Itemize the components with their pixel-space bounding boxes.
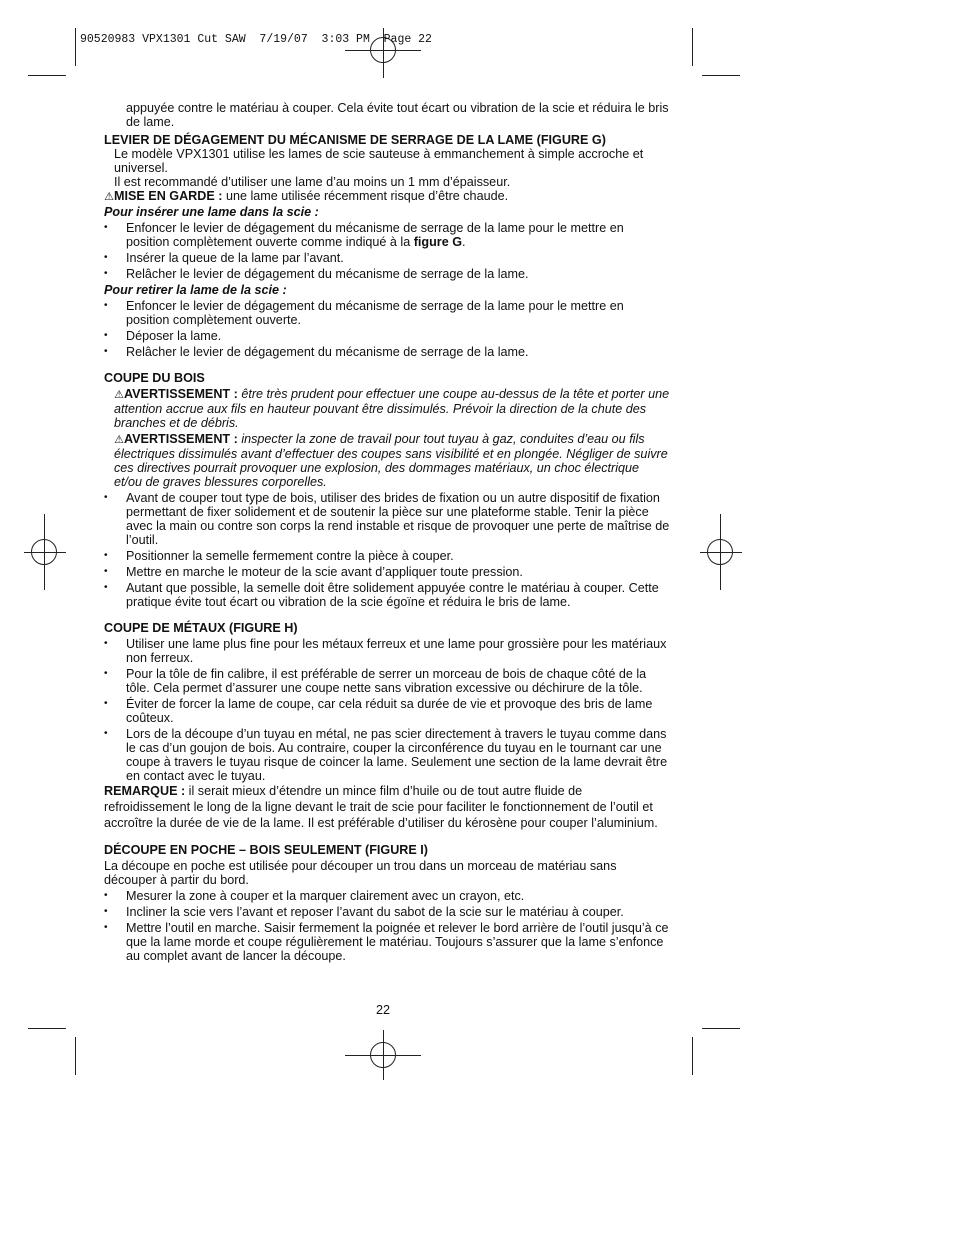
warning-overhead-cutting: ⚠AVERTISSEMENT : être très prudent pour effectuer une coupe au-dessus de la tête et porter une attention accrue aux fils en hauteur pouvant être dissimulés. Prévoir la direction de la chute des branches et de débris. <box>114 387 670 430</box>
list-item: • Enfoncer le levier de dégagement du mécanisme de serrage de la lame pour le mettre en position complètement ouverte. <box>104 299 670 327</box>
heading-wood-cutting: COUPE DU BOIS <box>104 371 205 385</box>
page-content <box>104 101 670 963</box>
list-item: • Positionner la semelle fermement contre la pièce à couper. <box>104 549 670 563</box>
list-item: • Autant que possible, la semelle doit être solidement appuyée contre le matériau à couper. Cette pratique évite tout écart ou vibration de la scie égoïne et réduira le bris de lame. <box>104 581 670 609</box>
crop-mark-bottom-right-h <box>702 1028 740 1029</box>
subheading-remove-blade: Pour retirer la lame de la scie : <box>104 283 287 297</box>
crop-mark-bottom-right-v <box>692 1037 693 1075</box>
crop-mark-top-left-v <box>75 28 76 66</box>
heading-metal-cutting: COUPE DE MÉTAUX (FIGURE H) <box>104 621 298 635</box>
crop-mark-bottom-left-h <box>28 1028 66 1029</box>
warning-hidden-utilities: ⚠AVERTISSEMENT : inspecter la zone de travail pour tout tuyau à gaz, conduites d’eau ou fils électriques dissimulés avant d’effectuer des coupes sans visibilité et en plongée. Négliger de suivre ces directives pourrait provoquer une explosion, des dommages matériaux, un choc électrique et/ou de graves blessures corporelles. <box>114 432 668 489</box>
paragraph-pocket-intro: La découpe en poche est utilisée pour découper un trou dans un morceau de matériau sans découper à partir du bord. <box>104 859 617 887</box>
subheading-insert-blade: Pour insérer une lame dans la scie : <box>104 205 319 219</box>
list-item: • Relâcher le levier de dégagement du mécanisme de serrage de la lame. <box>104 267 670 281</box>
crop-mark-top-left-h <box>28 75 66 76</box>
warning-triangle-icon: ⚠ <box>114 434 124 446</box>
print-slug: 90520983 VPX1301 Cut SAW 7/19/07 3:03 PM Page 22 <box>80 33 432 46</box>
list-item: • Mettre en marche le moteur de la scie avant d’appliquer toute pression. <box>104 565 670 579</box>
list-item: • Insérer la queue de la lame par l’avant. <box>104 251 670 265</box>
list-item: • Relâcher le levier de dégagement du mécanisme de serrage de la lame. <box>104 345 670 359</box>
list-item: • Pour la tôle de fin calibre, il est préférable de serrer un morceau de bois de chaque côté de la tôle. Cela permet d’assurer une coupe nette sans vibration excessive ou déchirure de la tôle. <box>104 667 670 695</box>
heading-pocket-cutting: DÉCOUPE EN POCHE – BOIS SEULEMENT (FIGURE I) <box>104 843 428 857</box>
warning-triangle-icon: ⚠ <box>104 191 114 203</box>
list-item: • Enfoncer le levier de dégagement du mécanisme de serrage de la lame pour le mettre en position complètement ouverte comme indiqué à la figure G. <box>104 221 670 249</box>
paragraph-blade-thickness: Il est recommandé d’utiliser une lame d’au moins un 1 mm d’épaisseur. <box>114 175 511 189</box>
list-item: • Mettre l’outil en marche. Saisir fermement la poignée et relever le bord arrière de l’outil jusqu’à ce que la lame morde et coupe régulièrement le matériau. Toujours s’assurer que la lame s’enfonce au complet avant de lancer la découpe. <box>104 921 670 963</box>
list-item: • Éviter de forcer la lame de coupe, car cela réduit sa durée de vie et provoque des bris de lame coûteux. <box>104 697 670 725</box>
warning-triangle-icon: ⚠ <box>114 389 124 401</box>
paragraph-blade-types: Le modèle VPX1301 utilise les lames de scie sauteuse à emmanchement à simple accroche et universel. <box>114 147 644 175</box>
crop-mark-top-right-v <box>692 28 693 66</box>
heading-blade-clamp-lever: LEVIER DE DÉGAGEMENT DU MÉCANISME DE SERRAGE DE LA LAME (FIGURE G) <box>104 133 606 147</box>
crop-mark-top-right-h <box>702 75 740 76</box>
list-item: • Lors de la découpe d’un tuyau en métal, ne pas scier directement à travers le tuyau comme dans le cas d’un goujon de bois. Au contraire, couper la circonférence du tuyau en le tournant car une coupe à travers le tuyau risque de coincer la lame. Seulement une section de la lame devrait être en contact avec le tuyau. <box>104 727 670 783</box>
caution-hot-blade: ⚠MISE EN GARDE : une lame utilisée récemment risque d’être chaude. <box>104 189 509 203</box>
page-number: 22 <box>376 1003 391 1017</box>
continued-paragraph: appuyée contre le matériau à couper. Cela évite tout écart ou vibration de la scie et réduira le bris de lame. <box>126 101 669 129</box>
list-item: • Mesurer la zone à couper et la marquer clairement avec un crayon, etc. <box>104 889 670 903</box>
list-item: • Incliner la scie vers l’avant et reposer l’avant du sabot de la scie sur le matériau à couper. <box>104 905 670 919</box>
crop-mark-bottom-left-v <box>75 1037 76 1075</box>
list-item: • Avant de couper tout type de bois, utiliser des brides de fixation ou un autre dispositif de fixation permettant de fixer solidement et de soutenir la pièce sur une plateforme stable. Tenir la pièce avec la main ou contre son corps la rend instable et risque de provoquer une perte de maîtrise de l’outil. <box>104 491 670 547</box>
note-cutting-fluid: REMARQUE : il serait mieux d’étendre un mince film d’huile ou de tout autre fluide de refroidissement le long de la ligne devant le trait de scie pour faciliter le fonctionnement de l’outil et accroître la durée de vie de la lame. Il est préférable d’utiliser du kérosène pour couper l’aluminium. <box>104 784 658 830</box>
list-item: • Utiliser une lame plus fine pour les métaux ferreux et une lame pour grossière pour les matériaux non ferreux. <box>104 637 670 665</box>
list-item: • Déposer la lame. <box>104 329 670 343</box>
